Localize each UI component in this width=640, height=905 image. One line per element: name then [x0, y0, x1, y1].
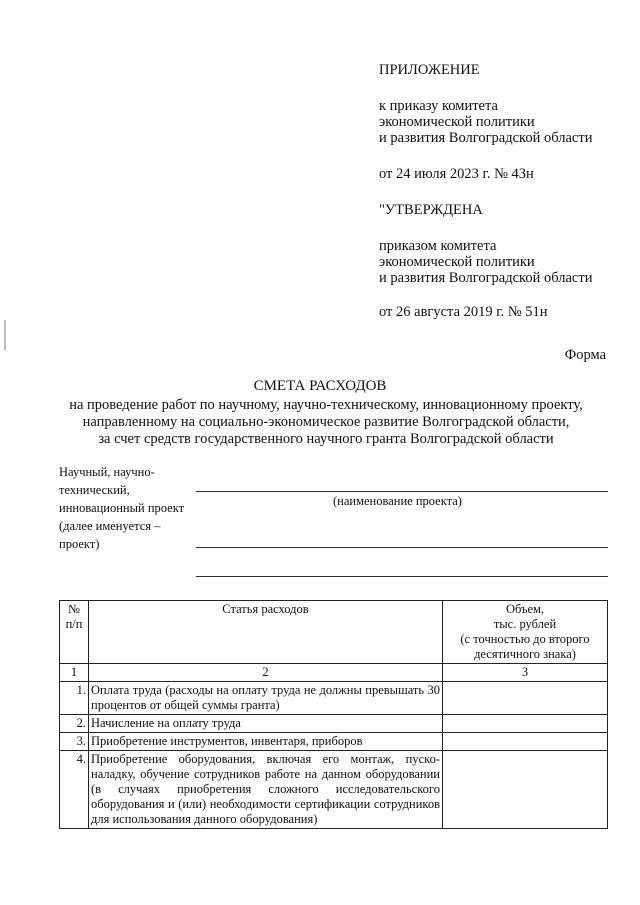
appendix-title: ПРИЛОЖЕНИЕ: [379, 62, 480, 78]
project-label-line: (далее именуется –: [59, 519, 161, 533]
approved-title: "УТВЕРЖДЕНА: [379, 202, 483, 218]
column-number: 3: [443, 664, 608, 682]
approved-date: [379, 304, 548, 320]
row-number: 1.: [60, 682, 89, 715]
order-line: экономической политики: [379, 114, 535, 130]
project-name-caption: (наименование проекта): [333, 494, 462, 508]
order-line: к приказу комитета: [379, 98, 498, 114]
project-label-line: проект): [59, 537, 100, 551]
project-name-line-3[interactable]: [196, 576, 608, 577]
column-number-row: [60, 664, 608, 682]
header-volume-line: тыс. рублей: [493, 617, 557, 631]
table-row: [60, 715, 608, 733]
approved-date-text: от 26 августа 2019 г. № 51н: [379, 304, 548, 320]
row-item: Оплата труда (расходы на оплату труда не должны превышать 30 процентов от общей суммы гранта): [89, 682, 443, 715]
table-row: [60, 751, 608, 829]
table-row: [60, 682, 608, 715]
row-value-cell[interactable]: [443, 733, 608, 751]
subtitle-line: направленному на социально-экономическое развитие Волгоградской области,: [82, 414, 570, 430]
column-number: 2: [89, 664, 443, 682]
header-num-line: №: [68, 602, 80, 616]
header-num-line: п/п: [65, 617, 83, 631]
row-value-cell[interactable]: [443, 751, 608, 829]
order-line: и развития Волгоградской области: [379, 130, 593, 146]
scan-mark: [4, 320, 6, 350]
approved-heading: [379, 202, 483, 218]
row-value-cell[interactable]: [443, 715, 608, 733]
project-label: [59, 463, 189, 553]
approved-line: и развития Волгоградской области: [379, 270, 593, 286]
header-num: [60, 601, 89, 664]
subtitle-line: за счет средств государственного научного гранта Волгоградской области: [98, 431, 554, 447]
row-item: Начисление на оплату труда: [89, 715, 443, 733]
order-date: [379, 166, 534, 182]
header-item: Статья расходов: [89, 601, 443, 664]
approved-line: приказом комитета: [379, 238, 497, 254]
column-number: 1: [60, 664, 89, 682]
document-title: СМЕТА РАСХОДОВ: [253, 378, 387, 394]
subtitle-line: на проведение работ по научному, научно-техническому, инновационному проекту,: [69, 397, 583, 413]
approved-line: экономической политики: [379, 254, 535, 270]
project-name-line[interactable]: [196, 491, 608, 492]
order-reference: [379, 98, 592, 146]
header-volume-line: десятичного знака): [474, 647, 576, 661]
row-value-cell[interactable]: [443, 682, 608, 715]
order-date-text: от 24 июля 2023 г. № 43н: [379, 166, 534, 182]
row-number: 4.: [60, 751, 89, 829]
form-label: Форма: [564, 347, 606, 363]
project-label-line: инновационный проект: [59, 501, 185, 515]
approved-reference: [379, 238, 592, 286]
table-header-row: [60, 601, 608, 664]
row-number: 2.: [60, 715, 89, 733]
appendix-heading: [379, 62, 480, 78]
header-volume-line: Объем,: [505, 602, 545, 616]
header-volume-line: (с точностью до второго: [460, 632, 590, 646]
row-item: Приобретение инструментов, инвентаря, приборов: [89, 733, 443, 751]
row-item: Приобретение оборудования, включая его монтаж, пуско-наладку, обучение сотрудников работе на данном оборудовании (в случаях приобретения сложного исследовательского оборудования и (или) необходимости сертификации сотрудников для использования данного оборудования): [89, 751, 443, 829]
row-number: 3.: [60, 733, 89, 751]
project-label-line: технический,: [59, 483, 130, 497]
project-label-line: Научный, научно-: [59, 465, 155, 479]
project-name-line-2[interactable]: [196, 547, 608, 548]
header-volume: [443, 601, 608, 664]
document-subtitle: [40, 397, 612, 448]
table-row: [60, 733, 608, 751]
budget-table: [59, 600, 608, 829]
